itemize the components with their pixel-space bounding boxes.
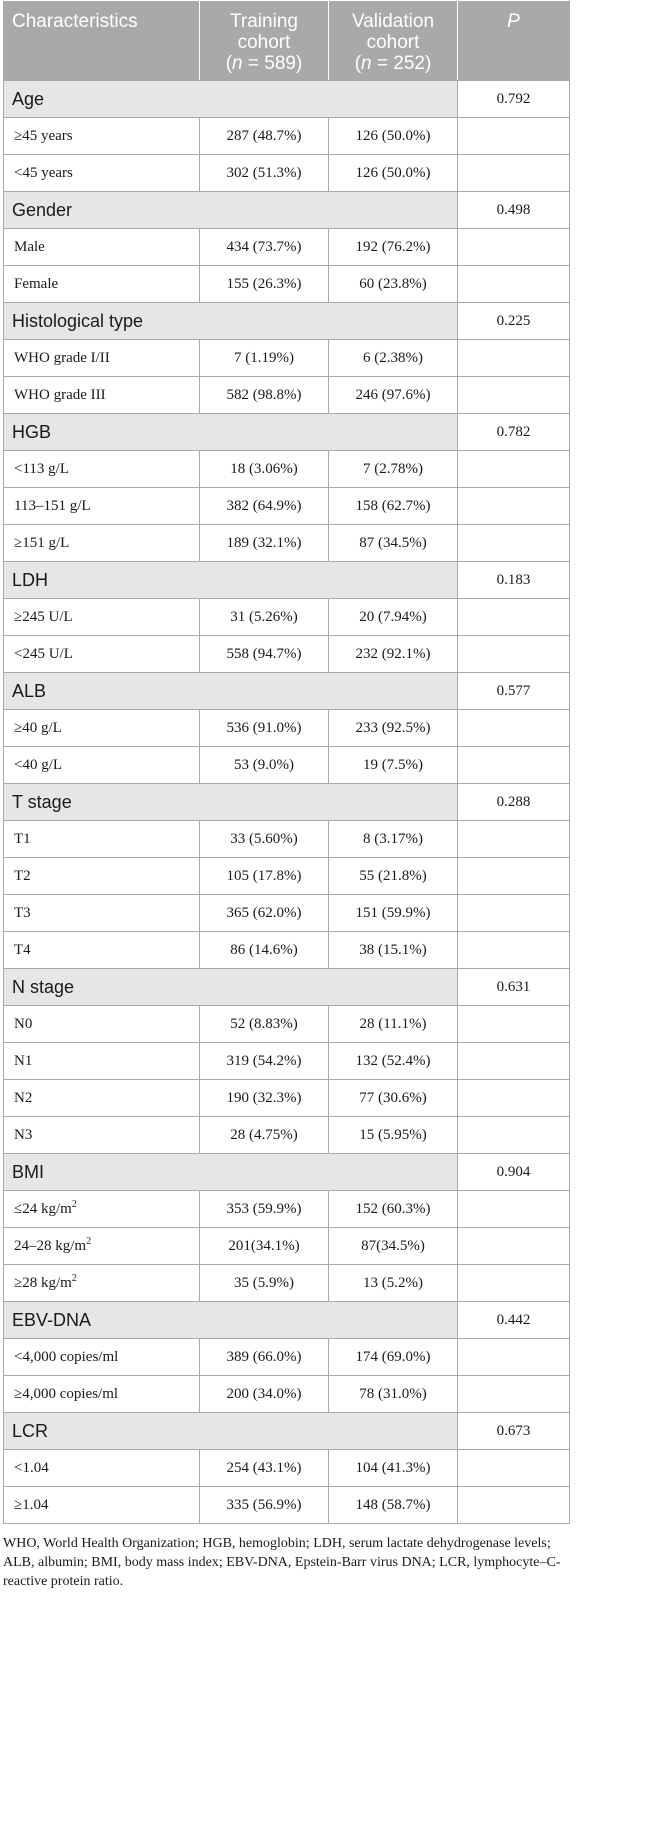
validation-value: 6 (2.38%)	[329, 340, 458, 377]
validation-value: 104 (41.3%)	[329, 1450, 458, 1487]
row-label-cell	[4, 1376, 200, 1413]
row-label-cell	[4, 1265, 200, 1302]
row-label: 24–28 kg/m	[14, 1237, 87, 1254]
table-row	[4, 858, 570, 895]
group-name: T stage	[4, 784, 458, 821]
validation-value: 151 (59.9%)	[329, 895, 458, 932]
training-value: 254 (43.1%)	[200, 1450, 329, 1487]
group-p-value: 0.577	[458, 673, 570, 710]
row-label-cell	[4, 1339, 200, 1376]
training-value: 28 (4.75%)	[200, 1117, 329, 1154]
training-value: 536 (91.0%)	[200, 710, 329, 747]
header-validation-cohort: Validation cohort (n = 252)	[329, 1, 458, 81]
p-value-empty	[458, 525, 570, 562]
validation-value: 233 (92.5%)	[329, 710, 458, 747]
validation-value: 174 (69.0%)	[329, 1339, 458, 1376]
training-value: 382 (64.9%)	[200, 488, 329, 525]
group-row	[4, 969, 570, 1006]
header-training-line1: Training	[230, 11, 298, 32]
group-row	[4, 784, 570, 821]
header-characteristics: Characteristics	[4, 1, 200, 81]
header-training-n-rest: = 589)	[242, 53, 303, 74]
header-p-value: P	[458, 1, 570, 81]
row-label-cell	[4, 895, 200, 932]
group-p-value: 0.225	[458, 303, 570, 340]
table-row	[4, 340, 570, 377]
row-label-cell	[4, 1228, 200, 1265]
validation-value: 158 (62.7%)	[329, 488, 458, 525]
p-value-empty	[458, 1487, 570, 1524]
group-name: Age	[4, 81, 458, 118]
table-footnote: WHO, World Health Organization; HGB, hemoglobin; LDH, serum lactate dehydrogenase levels; ALB, albumin; BMI, body mass index; EBV-DNA, Epstein-Barr virus DNA; LCR, lymphocyte–C-reactive protein ratio.	[3, 1536, 561, 1589]
group-row	[4, 562, 570, 599]
training-value: 155 (26.3%)	[200, 266, 329, 303]
p-value-empty	[458, 1339, 570, 1376]
row-label-superscript: 2	[71, 1198, 77, 1210]
training-value: 53 (9.0%)	[200, 747, 329, 784]
row-label-cell	[4, 266, 200, 303]
row-label-cell	[4, 488, 200, 525]
row-label: N0	[14, 1015, 33, 1032]
group-row	[4, 414, 570, 451]
validation-value: 78 (31.0%)	[329, 1376, 458, 1413]
row-label-cell	[4, 1080, 200, 1117]
table-row	[4, 821, 570, 858]
table-row	[4, 1487, 570, 1524]
row-label: <40 g/L	[14, 756, 63, 773]
characteristics-table-container	[3, 0, 569, 1591]
table-row	[4, 747, 570, 784]
training-value: 582 (98.8%)	[200, 377, 329, 414]
p-value-empty	[458, 858, 570, 895]
table-row	[4, 710, 570, 747]
validation-value: 55 (21.8%)	[329, 858, 458, 895]
training-value: 52 (8.83%)	[200, 1006, 329, 1043]
row-label: ≤24 kg/m	[14, 1200, 72, 1217]
row-label: <113 g/L	[14, 460, 69, 477]
row-label: WHO grade III	[14, 386, 106, 403]
table-row	[4, 1117, 570, 1154]
p-value-empty	[458, 229, 570, 266]
training-value: 302 (51.3%)	[200, 155, 329, 192]
group-p-value: 0.904	[458, 1154, 570, 1191]
row-label-cell	[4, 858, 200, 895]
table-row	[4, 1339, 570, 1376]
table-row	[4, 599, 570, 636]
validation-value: 246 (97.6%)	[329, 377, 458, 414]
row-label: T4	[14, 941, 31, 958]
training-value: 365 (62.0%)	[200, 895, 329, 932]
row-label: N1	[14, 1052, 33, 1069]
p-value-empty	[458, 488, 570, 525]
table-row	[4, 155, 570, 192]
row-label: ≥40 g/L	[14, 719, 62, 736]
group-p-value: 0.498	[458, 192, 570, 229]
training-value: 31 (5.26%)	[200, 599, 329, 636]
p-value-empty	[458, 377, 570, 414]
characteristics-table	[3, 0, 570, 1524]
training-value: 35 (5.9%)	[200, 1265, 329, 1302]
p-value-empty	[458, 821, 570, 858]
table-row	[4, 1450, 570, 1487]
validation-value: 87(34.5%)	[329, 1228, 458, 1265]
group-row	[4, 192, 570, 229]
table-row	[4, 1006, 570, 1043]
training-value: 86 (14.6%)	[200, 932, 329, 969]
validation-value: 126 (50.0%)	[329, 155, 458, 192]
row-label: WHO grade I/II	[14, 349, 110, 366]
header-training-line2: cohort	[237, 32, 291, 53]
training-value: 335 (56.9%)	[200, 1487, 329, 1524]
row-label-cell	[4, 821, 200, 858]
group-row	[4, 1154, 570, 1191]
group-row	[4, 1413, 570, 1450]
table-header	[4, 1, 570, 81]
group-name: N stage	[4, 969, 458, 1006]
row-label: ≥45 years	[14, 127, 73, 144]
table-row	[4, 895, 570, 932]
training-value: 200 (34.0%)	[200, 1376, 329, 1413]
row-label: ≥151 g/L	[14, 534, 70, 551]
p-value-empty	[458, 1080, 570, 1117]
p-value-empty	[458, 1006, 570, 1043]
row-label: ≥245 U/L	[14, 608, 73, 625]
row-label-cell	[4, 1450, 200, 1487]
training-value: 287 (48.7%)	[200, 118, 329, 155]
header-training-cohort: Training cohort (n = 589)	[200, 1, 329, 81]
row-label: N3	[14, 1126, 33, 1143]
table-row	[4, 229, 570, 266]
p-value-empty	[458, 1043, 570, 1080]
training-value: 7 (1.19%)	[200, 340, 329, 377]
row-label-cell	[4, 1043, 200, 1080]
header-validation-line1: Validation	[351, 11, 435, 32]
training-value: 434 (73.7%)	[200, 229, 329, 266]
validation-value: 148 (58.7%)	[329, 1487, 458, 1524]
table-row	[4, 118, 570, 155]
table-row	[4, 377, 570, 414]
row-label-cell	[4, 599, 200, 636]
group-p-value: 0.442	[458, 1302, 570, 1339]
row-label-cell	[4, 636, 200, 673]
validation-value: 60 (23.8%)	[329, 266, 458, 303]
table-row	[4, 488, 570, 525]
group-name: EBV-DNA	[4, 1302, 458, 1339]
validation-value: 77 (30.6%)	[329, 1080, 458, 1117]
p-value-empty	[458, 710, 570, 747]
p-value-empty	[458, 118, 570, 155]
group-name: LCR	[4, 1413, 458, 1450]
table-body	[4, 81, 570, 1524]
training-value: 558 (94.7%)	[200, 636, 329, 673]
p-value-empty	[458, 1450, 570, 1487]
row-label-cell	[4, 451, 200, 488]
group-row	[4, 673, 570, 710]
validation-value: 126 (50.0%)	[329, 118, 458, 155]
row-label-cell	[4, 340, 200, 377]
p-value-empty	[458, 932, 570, 969]
row-label-cell	[4, 1487, 200, 1524]
row-label: T1	[14, 830, 31, 847]
validation-value: 28 (11.1%)	[329, 1006, 458, 1043]
row-label: T2	[14, 867, 31, 884]
row-label-cell	[4, 1191, 200, 1228]
group-p-value: 0.288	[458, 784, 570, 821]
group-row	[4, 81, 570, 118]
p-value-empty	[458, 636, 570, 673]
p-value-empty	[458, 155, 570, 192]
row-label-cell	[4, 747, 200, 784]
group-name: HGB	[4, 414, 458, 451]
table-row	[4, 932, 570, 969]
training-value: 18 (3.06%)	[200, 451, 329, 488]
row-label-superscript: 2	[86, 1235, 92, 1247]
training-value: 33 (5.60%)	[200, 821, 329, 858]
p-value-empty	[458, 1228, 570, 1265]
group-p-value: 0.673	[458, 1413, 570, 1450]
row-label: <245 U/L	[14, 645, 73, 662]
p-value-empty	[458, 599, 570, 636]
row-label: T3	[14, 904, 31, 921]
validation-value: 15 (5.95%)	[329, 1117, 458, 1154]
validation-value: 20 (7.94%)	[329, 599, 458, 636]
table-row	[4, 266, 570, 303]
table-row	[4, 451, 570, 488]
validation-value: 152 (60.3%)	[329, 1191, 458, 1228]
p-value-empty	[458, 895, 570, 932]
p-value-empty	[458, 340, 570, 377]
row-label-cell	[4, 155, 200, 192]
p-value-empty	[458, 747, 570, 784]
group-name: LDH	[4, 562, 458, 599]
row-label: ≥28 kg/m	[14, 1274, 72, 1291]
row-label: ≥1.04	[14, 1496, 49, 1513]
validation-value: 38 (15.1%)	[329, 932, 458, 969]
table-row	[4, 1043, 570, 1080]
row-label-cell	[4, 229, 200, 266]
row-label: ≥4,000 copies/ml	[14, 1385, 119, 1402]
header-training-n-var: n	[232, 53, 243, 74]
group-name: Gender	[4, 192, 458, 229]
row-label: <45 years	[14, 164, 73, 181]
training-value: 105 (17.8%)	[200, 858, 329, 895]
p-value-empty	[458, 1117, 570, 1154]
group-p-value: 0.782	[458, 414, 570, 451]
row-label-cell	[4, 932, 200, 969]
row-label: <4,000 copies/ml	[14, 1348, 119, 1365]
validation-value: 232 (92.1%)	[329, 636, 458, 673]
p-value-empty	[458, 266, 570, 303]
training-value: 353 (59.9%)	[200, 1191, 329, 1228]
group-p-value: 0.631	[458, 969, 570, 1006]
group-row	[4, 1302, 570, 1339]
row-label-cell	[4, 710, 200, 747]
training-value: 201(34.1%)	[200, 1228, 329, 1265]
group-name: Histological type	[4, 303, 458, 340]
row-label-cell	[4, 525, 200, 562]
p-value-empty	[458, 1376, 570, 1413]
row-label: Male	[14, 238, 45, 255]
table-row	[4, 636, 570, 673]
group-p-value: 0.792	[458, 81, 570, 118]
row-label-cell	[4, 1006, 200, 1043]
table-row	[4, 1080, 570, 1117]
training-value: 190 (32.3%)	[200, 1080, 329, 1117]
training-value: 389 (66.0%)	[200, 1339, 329, 1376]
row-label-cell	[4, 118, 200, 155]
validation-value: 87 (34.5%)	[329, 525, 458, 562]
row-label: <1.04	[14, 1459, 49, 1476]
row-label: N2	[14, 1089, 33, 1106]
p-value-empty	[458, 451, 570, 488]
training-value: 319 (54.2%)	[200, 1043, 329, 1080]
p-value-empty	[458, 1191, 570, 1228]
row-label: Female	[14, 275, 59, 292]
row-label-superscript: 2	[71, 1272, 77, 1284]
table-row	[4, 1228, 570, 1265]
group-p-value: 0.183	[458, 562, 570, 599]
table-row	[4, 1265, 570, 1302]
table-row	[4, 525, 570, 562]
group-row	[4, 303, 570, 340]
table-row	[4, 1191, 570, 1228]
table-row	[4, 1376, 570, 1413]
validation-value: 132 (52.4%)	[329, 1043, 458, 1080]
p-value-empty	[458, 1265, 570, 1302]
group-name: BMI	[4, 1154, 458, 1191]
validation-value: 13 (5.2%)	[329, 1265, 458, 1302]
validation-value: 8 (3.17%)	[329, 821, 458, 858]
row-label-cell	[4, 1117, 200, 1154]
row-label: 113–151 g/L	[14, 497, 91, 514]
header-validation-n-rest: = 252)	[371, 53, 432, 74]
header-validation-line2: cohort	[366, 32, 420, 53]
validation-value: 7 (2.78%)	[329, 451, 458, 488]
group-name: ALB	[4, 673, 458, 710]
row-label-cell	[4, 377, 200, 414]
header-validation-n-var: n	[361, 53, 372, 74]
validation-value: 19 (7.5%)	[329, 747, 458, 784]
validation-value: 192 (76.2%)	[329, 229, 458, 266]
training-value: 189 (32.1%)	[200, 525, 329, 562]
